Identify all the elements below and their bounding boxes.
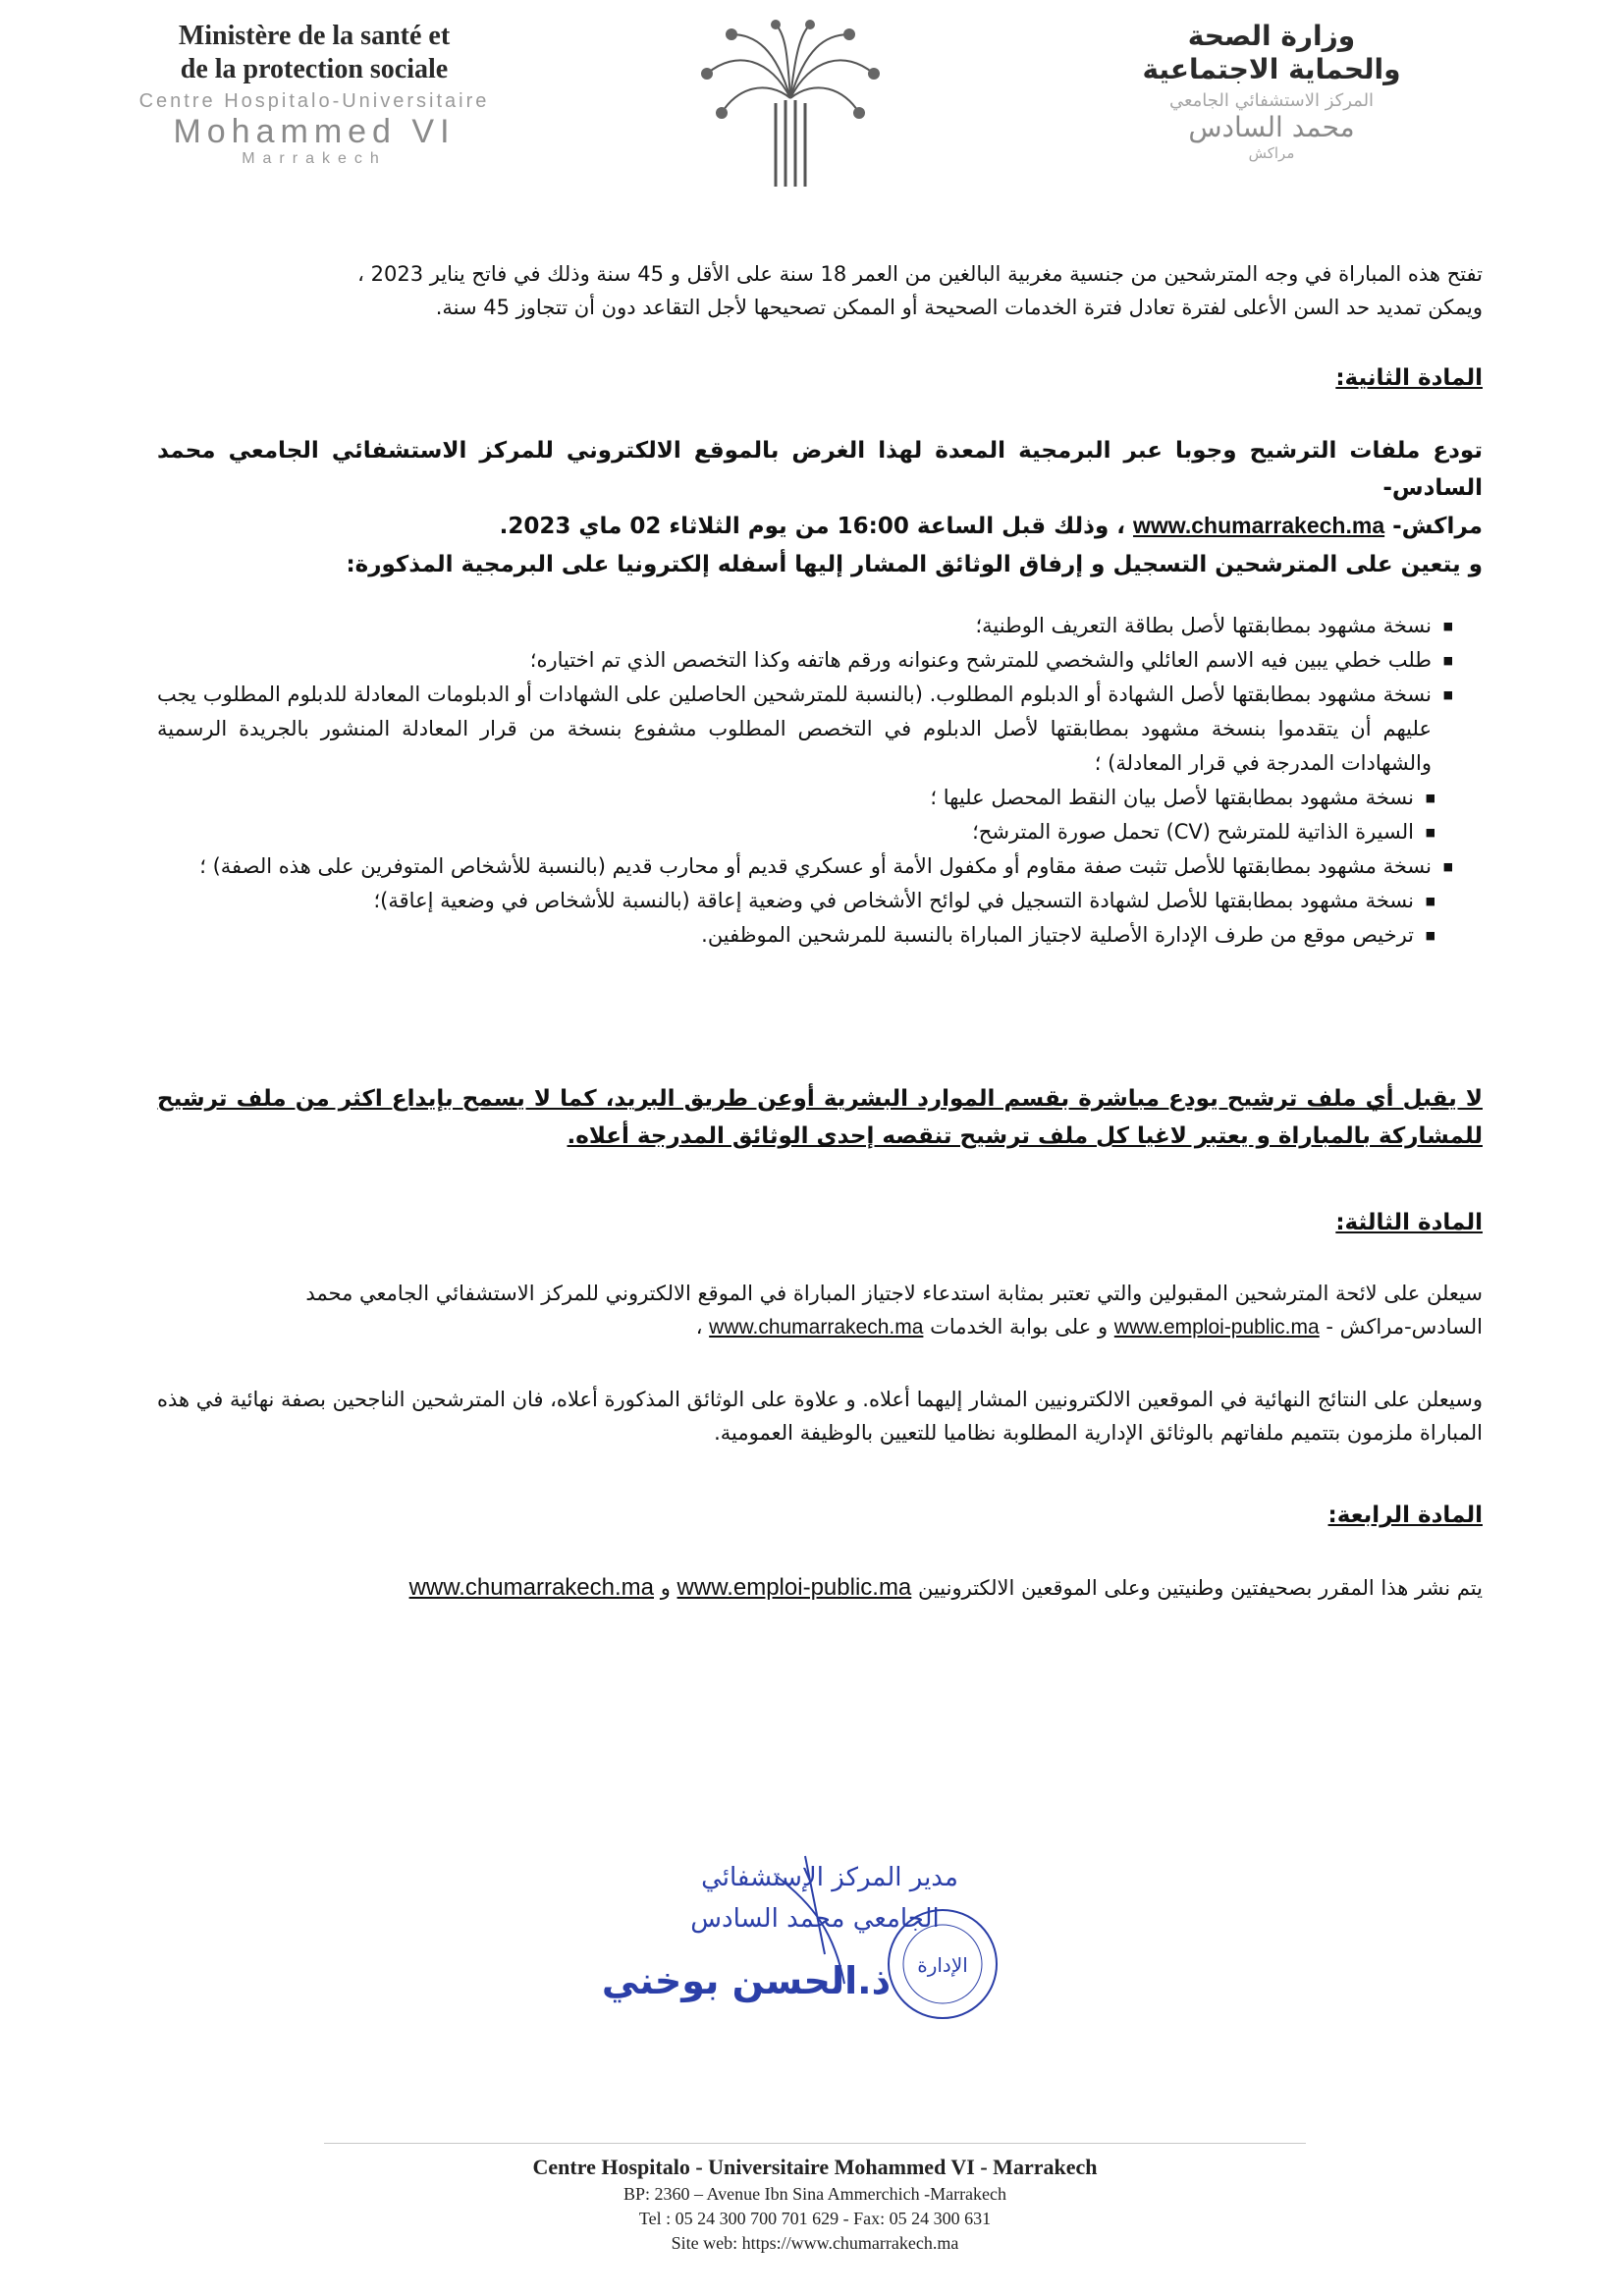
footer-address: BP: 2360 – Avenue Ibn Sina Ammerchich -Marrakech — [623, 2184, 1007, 2204]
signature-stamp — [579, 1846, 1011, 2052]
city-fr: Marrakech — [242, 150, 387, 167]
emploi-public-link[interactable]: www.emploi-public.ma — [1113, 1316, 1320, 1339]
signature-line1: مدير المركز الإستشفائي — [701, 1863, 958, 1892]
article3-title: المادة الثالثة: — [1335, 1210, 1483, 1235]
list-item: ■ نسخة مشهود بمطابقتها لأصل الشهادة أو الدبلوم المطلوب. (بالنسبة للمترشحين الحاصلين على الشهادات أو الدبلومات المعادلة للدبلوم المطلوب يجب عليهم أن يتقدموا بنسخة مشهود بمطابقتها لأصل الدبلوم في التخصص المطلوب مشفوع بنسخة من قرار المعادلة المنشور بالجريدة الرسمية والشهادات المدرجة في قرار المعادلة) ؛ — [157, 678, 1453, 781]
article4-and: و — [660, 1576, 671, 1600]
article4-publish-text: يتم نشر هذا المقرر بصحيفتين وطنيتين وعلى الموقعين الالكترونيين — [917, 1576, 1483, 1600]
footer-institution: Centre Hospitalo - Universitaire Mohammed VI - Marrakech — [532, 2155, 1098, 2179]
article4-title: المادة الرابعة: — [1327, 1503, 1483, 1528]
ministry-ar-line1: وزارة الصحة — [1187, 20, 1356, 52]
article2-docs-intro — [157, 546, 1483, 583]
footer-divider — [324, 2143, 1306, 2144]
intro-section — [157, 257, 1483, 324]
chu-ar-line: المركز الاستشفائي الجامعي — [1168, 90, 1375, 111]
list-item: ■ نسخة مشهود بمطابقتها للأصل لشهادة التسجيل في لوائح الأشخاص في وضعية إعاقة (بالنسبة للأشخاص في وضعية إعاقة)؛ — [157, 884, 1435, 918]
city-ar: مراكش — [1248, 144, 1295, 162]
chu-website-link[interactable]: www.chumarrakech.ma — [709, 1316, 924, 1339]
article2-section — [157, 365, 1483, 391]
article2-deposit — [157, 432, 1483, 545]
article2-city: مراكش- — [1392, 514, 1483, 539]
footer-website[interactable]: Site web: https://www.chumarrakech.ma — [671, 2233, 959, 2253]
article2-deposit-line1: تودع ملفات الترشيح وجوبا عبر البرمجية المعدة لهذا الغرض بالموقع الالكتروني للمركز الاستشفائي الجامعي محمد السادس- — [157, 438, 1483, 501]
article2-docs-heading: و يتعين على المترشحين التسجيل و إرفاق الوثائق المشار إليها أسفله إلكترونيا على البرمجية المذكورة: — [346, 552, 1483, 577]
article2-deadline: ، وذلك قبل الساعة 16:00 من يوم الثلاثاء 02 ماي 2023. — [499, 514, 1125, 539]
article3-body — [157, 1277, 1483, 1344]
article3-line2 — [157, 1310, 1483, 1344]
intro-line1: تفتح هذه المباراة في وجه المترشحين من جنسية مغربية البالغين من العمر 18 سنة على الأقل و 45 سنة وذلك في فاتح يناير 2023 ، — [357, 262, 1483, 286]
list-item: ■ السيرة الذاتية للمترشح (CV) تحمل صورة المترشح؛ — [157, 815, 1435, 849]
signature-line2: الجامعي محمد السادس — [690, 1904, 940, 1934]
header-left-block — [59, 20, 569, 168]
chu-name-fr: Mohammed VI — [173, 113, 456, 150]
article3-section — [157, 1210, 1483, 1235]
intro-line2: ويمكن تمديد حد السن الأعلى لفترة تعادل فترة الخدمات الصحيحة أو الممكن تصحيحها لأجل التقاعد دون أن تتجاوز 45 سنة. — [435, 296, 1483, 319]
list-item: ■ نسخة مشهود بمطابقتها لأصل بطاقة التعريف الوطنية؛ — [157, 609, 1453, 643]
ministry-fr-line1: Ministère de la santé et — [178, 21, 451, 51]
chu-website-link[interactable]: www.chumarrakech.ma — [408, 1574, 654, 1601]
article4-body — [157, 1571, 1483, 1605]
list-item: ■ ترخيص موقع من طرف الإدارة الأصلية لاجتياز المباراة بالنسبة للمرشحين الموظفين. — [157, 918, 1435, 953]
article4-section — [157, 1503, 1483, 1528]
chu-name-ar: محمد السادس — [1188, 111, 1355, 143]
header-right-block — [1041, 20, 1502, 162]
article3-comma: ، — [695, 1315, 703, 1339]
ministry-ar-line2: والحماية الاجتماعية — [1142, 53, 1401, 85]
article3-city: السادس-مراكش - — [1326, 1315, 1483, 1339]
ministry-fr-line2: de la protection sociale — [180, 54, 449, 84]
palm-tree-logo-icon — [677, 20, 903, 191]
article3-results-text: وسيعلن على النتائج النهائية في الموقعين الالكترونيين المشار إليهما أعلاه. و علاوة على الوثائق المذكورة أعلاه، فان المترشحين الناجحين بصفة نهائية في هذه المباراة ملزمون بتتميم ملفاتهم بالوثائق الإدارية المطلوبة نظاميا للتعيين بالوظيفة العمومية. — [157, 1388, 1483, 1445]
footer-phone-fax: Tel : 05 24 300 700 701 629 - Fax: 05 24 300 631 — [638, 2209, 992, 2228]
footer — [324, 2153, 1306, 2256]
chu-fr-line: Centre Hospitalo-Universitaire — [138, 90, 490, 112]
signature-line3: ذ.الحسن بوخني — [601, 1959, 892, 2002]
list-item: ■ نسخة مشهود بمطابقتها لأصل بيان النقط المحصل عليها ؛ — [157, 781, 1435, 815]
list-item: ■ طلب خطي يبين فيه الاسم العائلي والشخصي للمترشح وعنوانه ورقم هاتفه وكذا التخصص الذي تم اختياره؛ — [157, 643, 1453, 678]
warning-text: لا يقبل أي ملف ترشيح يودع مباشرة بقسم الموارد البشرية أوعن طريق البريد، كما لا يسمح بإيداع اكثر من ملف ترشيح للمشاركة بالمباراة و يعتبر لاغيا كل ملف ترشيح تنقصه إحدى الوثائق المدرجة أعلاه. — [157, 1086, 1483, 1149]
chu-website-link[interactable]: www.chumarrakech.ma — [1133, 513, 1385, 538]
emploi-public-link[interactable]: www.emploi-public.ma — [677, 1574, 912, 1601]
documents-list-container — [157, 609, 1483, 953]
article3-results — [157, 1383, 1483, 1449]
article2-deposit-line2 — [157, 507, 1483, 545]
stamp-text: الإدارة — [917, 1953, 968, 1977]
list-item: ■ نسخة مشهود بمطابقتها للأصل تثبت صفة مقاوم أو مكفول الأمة أو عسكري قديم أو محارب قديم (بالنسبة للأشخاص المتوفرين على هذه الصفة) ؛ — [157, 849, 1453, 884]
warning-block — [157, 1080, 1483, 1155]
article3-line1: سيعلن على لائحة المترشحين المقبولين والتي تعتبر بمثابة استدعاء لاجتياز المباراة في الموقع الالكتروني للمركز الاستشفائي الجامعي محمد — [305, 1282, 1483, 1305]
documents-list — [157, 609, 1483, 953]
article4-text — [157, 1571, 1483, 1605]
article2-title: المادة الثانية: — [1335, 365, 1483, 391]
article3-portal-text: و على بوابة الخدمات — [930, 1315, 1109, 1339]
